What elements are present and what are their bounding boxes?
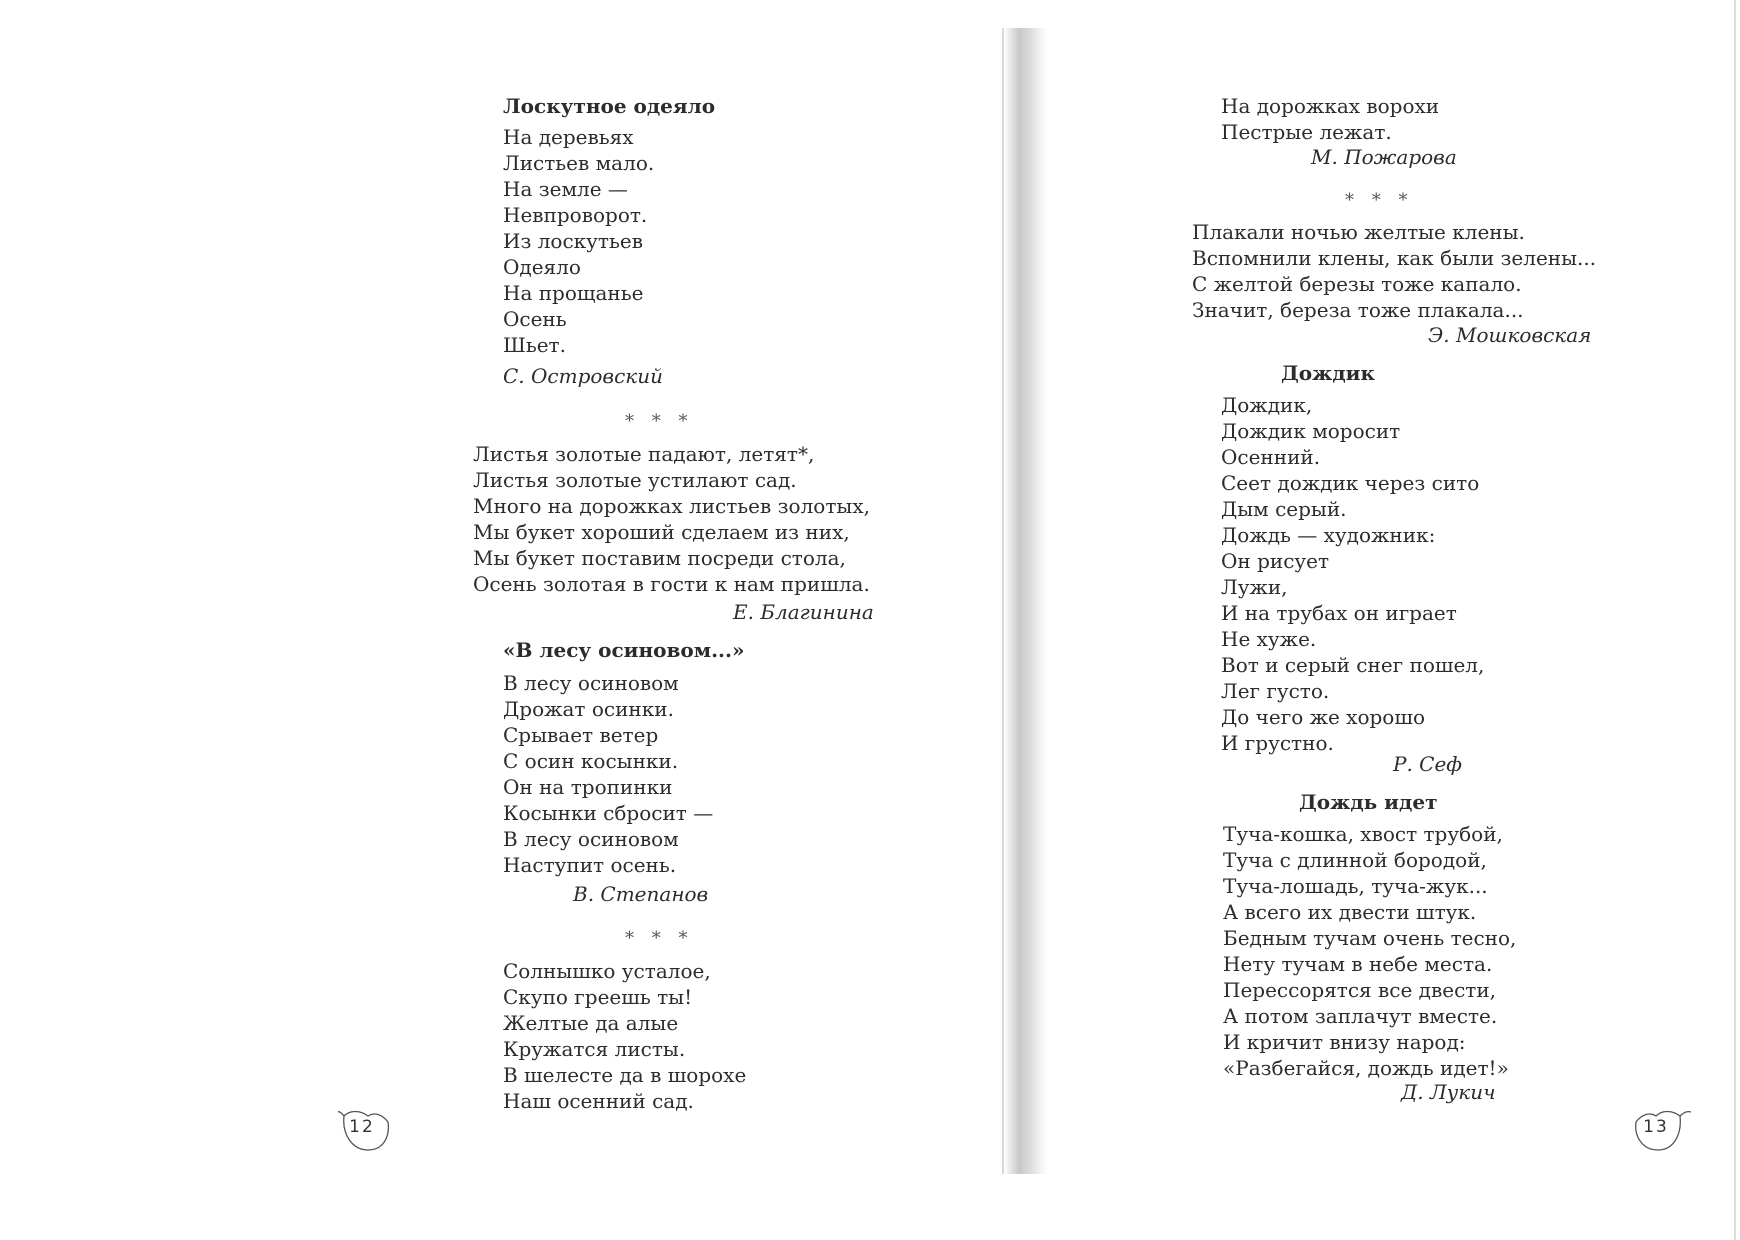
- poem-body: [503, 958, 746, 1114]
- poem-line: Солнышко усталое,: [503, 959, 711, 983]
- poem-line: Листья золотые падают, летят*,: [473, 442, 815, 466]
- poem-line: Дым серый.: [1221, 497, 1347, 521]
- poem-line: С осин косынки.: [503, 749, 679, 773]
- poem-line: «Разбегайся, дождь идет!»: [1223, 1056, 1509, 1080]
- page-edge: [1734, 0, 1736, 1240]
- poem-line: На дорожках ворохи: [1221, 94, 1440, 118]
- poem-line: И грустно.: [1221, 731, 1334, 755]
- poem-author: Е. Благинина: [733, 600, 874, 624]
- poem-author: Э. Мошковская: [1428, 323, 1592, 347]
- poem-body: [473, 441, 870, 597]
- poem-line: Осень: [503, 307, 567, 331]
- poem-title: «В лесу осиновом...»: [503, 638, 745, 662]
- poem-author: С. Островский: [503, 364, 663, 388]
- poem-author: Р. Сеф: [1393, 752, 1462, 776]
- poem-line: Лег густо.: [1221, 679, 1330, 703]
- poem-line: Мы букет хороший сделаем из них,: [473, 520, 850, 544]
- poem-line: Срывает ветер: [503, 723, 659, 747]
- poem-line: Листья золотые устилают сад.: [473, 468, 797, 492]
- poem-line: И кричит внизу народ:: [1223, 1030, 1466, 1054]
- poem-line: С желтой березы тоже капало.: [1192, 272, 1522, 296]
- poem-body: [503, 124, 654, 358]
- poem-title: Дождь идет: [1299, 790, 1438, 814]
- poem-body: [503, 670, 713, 878]
- poem-line: На земле —: [503, 177, 628, 201]
- page-number-text: 13: [1643, 1117, 1669, 1137]
- poem-line: Нету тучам в небе места.: [1223, 952, 1493, 976]
- page-number: [1632, 1106, 1680, 1148]
- poem-line: Не хуже.: [1221, 627, 1317, 651]
- poem-line: В лесу осиновом: [503, 671, 679, 695]
- poem-line: Дождь — художник:: [1221, 523, 1436, 547]
- poem-author: М. Пожарова: [1311, 145, 1457, 169]
- poem-line: Одеяло: [503, 255, 581, 279]
- poem-body: [1221, 93, 1439, 145]
- poem-line: Плакали ночью желтые клены.: [1192, 220, 1525, 244]
- poem-line: Туча-кошка, хвост трубой,: [1223, 822, 1503, 846]
- poem-line: Невпроворот.: [503, 203, 648, 227]
- poem-line: Дождик,: [1221, 393, 1313, 417]
- poem-author: Д. Лукич: [1401, 1080, 1496, 1104]
- poem-line: На прощанье: [503, 281, 644, 305]
- poem-line: В шелесте да в шорохе: [503, 1063, 747, 1087]
- asterism: * * *: [625, 411, 694, 432]
- poem-title: Лоскутное одеяло: [503, 94, 716, 118]
- poem-body: [1192, 219, 1596, 323]
- poem-line: Наш осенний сад.: [503, 1089, 694, 1113]
- poem-line: Пестрые лежат.: [1221, 120, 1392, 144]
- binding-shadow: [1004, 28, 1048, 1174]
- poem-line: Дождик моросит: [1221, 419, 1401, 443]
- poem-line: Он рисует: [1221, 549, 1330, 573]
- poem-line: В лесу осиновом: [503, 827, 679, 851]
- poem-line: Туча-лошадь, туча-жук...: [1223, 874, 1488, 898]
- poem-line: Из лоскутьев: [503, 229, 643, 253]
- poem-body: [1221, 392, 1484, 756]
- poem-line: Мы букет поставим посреди стола,: [473, 546, 846, 570]
- poem-line: Много на дорожках листьев золотых,: [473, 494, 870, 518]
- poem-line: До чего же хорошо: [1221, 705, 1425, 729]
- poem-line: Шьет.: [503, 333, 566, 357]
- poem-line: Кружатся листы.: [503, 1037, 686, 1061]
- asterism: * * *: [625, 928, 694, 949]
- poem-line: Косынки сбросит —: [503, 801, 714, 825]
- poem-line: Листьев мало.: [503, 151, 655, 175]
- poem-line: Вспомнили клены, как были зелены...: [1192, 246, 1597, 270]
- poem-line: Осенний.: [1221, 445, 1321, 469]
- poem-line: Он на тропинки: [503, 775, 673, 799]
- poem-line: Дрожат осинки.: [503, 697, 674, 721]
- poem-body: [1223, 821, 1516, 1081]
- poem-line: Перессорятся все двести,: [1223, 978, 1497, 1002]
- poem-line: И на трубах он играет: [1221, 601, 1457, 625]
- poem-line: Сеет дождик через сито: [1221, 471, 1480, 495]
- poem-line: Скупо греешь ты!: [503, 985, 693, 1009]
- poem-line: Желтые да алые: [503, 1011, 679, 1035]
- page-number: [338, 1106, 386, 1148]
- poem-line: Вот и серый снег пошел,: [1221, 653, 1485, 677]
- poem-line: На деревьях: [503, 125, 634, 149]
- poem-line: А всего их двести штук.: [1223, 900, 1477, 924]
- poem-line: Значит, береза тоже плакала...: [1192, 298, 1524, 322]
- asterism: * * *: [1345, 190, 1414, 211]
- poem-line: Туча с длинной бородой,: [1223, 848, 1487, 872]
- poem-line: Осень золотая в гости к нам пришла.: [473, 572, 870, 596]
- poem-line: Лужи,: [1221, 575, 1288, 599]
- poem-line: Бедным тучам очень тесно,: [1223, 926, 1517, 950]
- poem-line: Наступит осень.: [503, 853, 677, 877]
- poem-author: В. Степанов: [573, 882, 709, 906]
- page-number-text: 12: [349, 1117, 375, 1137]
- poem-line: А потом заплачут вместе.: [1223, 1004, 1498, 1028]
- poem-title: Дождик: [1281, 361, 1375, 385]
